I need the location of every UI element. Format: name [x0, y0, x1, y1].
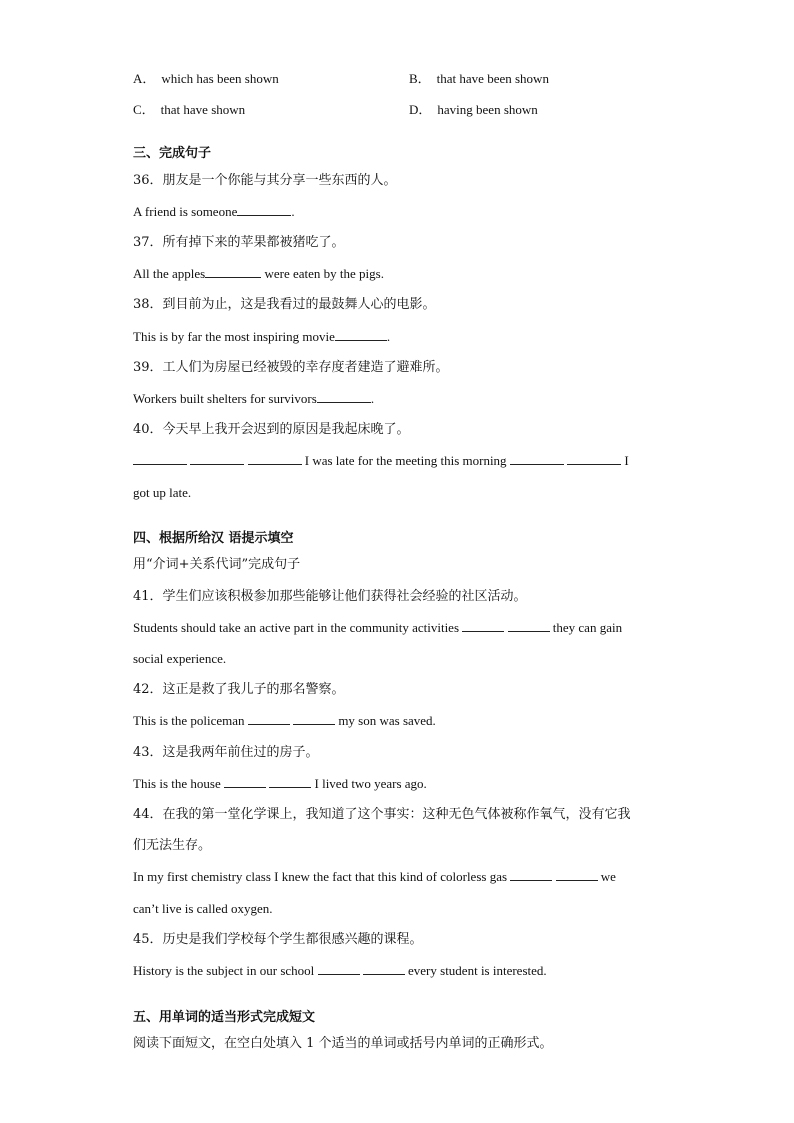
q45-blank-1[interactable]	[318, 962, 360, 975]
q40-blank-3[interactable]	[248, 452, 302, 465]
q43-chinese: 43．这是我两年前住过的房子。	[133, 745, 319, 760]
q36-chinese: 36．朋友是一个你能与其分享一些东西的人。	[133, 173, 397, 188]
q36-english: A friend is someone .	[133, 204, 295, 219]
q41-blank-2[interactable]	[508, 619, 550, 632]
q37-chinese: 37．所有掉下来的苹果都被猪吃了。	[133, 235, 345, 250]
q40-blank-2[interactable]	[190, 452, 244, 465]
q40-blank-1[interactable]	[133, 452, 187, 465]
q39-english: Workers built shelters for survivors .	[133, 391, 375, 406]
q41-english: Students should take an active part in the community activities they can gain	[133, 620, 623, 635]
section3-title: 三、完成句子	[133, 146, 212, 161]
q42-english: This is the policeman my son was saved.	[133, 713, 436, 728]
q43-english: This is the house I lived two years ago.	[133, 776, 427, 791]
option-d: D． having been shown	[409, 102, 538, 117]
q40-blank-4[interactable]	[510, 452, 564, 465]
q44-blank-1[interactable]	[510, 868, 552, 881]
q44-chinese: 44．在我的第一堂化学课上，我知道了这个事实：这种无色气体被称作氧气，没有它我	[133, 807, 631, 822]
q44-chinese-cont: 们无法生存。	[133, 838, 212, 853]
q40-english-cont: got up late.	[133, 485, 192, 500]
option-c: C． that have shown	[133, 102, 246, 117]
q42-chinese: 42．这正是救了我儿子的那名警察。	[133, 682, 345, 697]
q44-blank-2[interactable]	[556, 868, 598, 881]
q43-blank-1[interactable]	[224, 775, 266, 788]
option-b: B． that have been shown	[409, 71, 549, 86]
section5-instruction: 阅读下面短文，在空白处填入 1 个适当的单词或括号内单词的正确形式。	[133, 1036, 553, 1051]
q38-blank[interactable]	[335, 328, 387, 341]
section4-title: 四、根据所给汉 语提示填空	[133, 531, 294, 546]
q41-chinese: 41．学生们应该积极参加那些能够让他们获得社会经验的社区活动。	[133, 589, 527, 604]
q45-chinese: 45．历史是我们学校每个学生都很感兴趣的课程。	[133, 932, 423, 947]
option-a: A． which has been shown	[133, 71, 279, 86]
q41-blank-1[interactable]	[462, 619, 504, 632]
q42-blank-2[interactable]	[293, 712, 335, 725]
q44-english: In my first chemistry class I knew the fact that this kind of colorless gas we	[133, 869, 616, 884]
q40-chinese: 40．今天早上我开会迟到的原因是我起床晚了。	[133, 422, 410, 437]
q41-english-cont: social experience.	[133, 651, 227, 666]
q45-blank-2[interactable]	[363, 962, 405, 975]
q44-english-cont: can’t live is called oxygen.	[133, 901, 273, 916]
q39-blank[interactable]	[317, 390, 371, 403]
q38-chinese: 38．到目前为止，这是我看过的最鼓舞人心的电影。	[133, 297, 436, 312]
q36-blank[interactable]	[237, 203, 291, 216]
q38-english: This is by far the most inspiring movie .	[133, 329, 391, 344]
section5-title: 五、用单词的适当形式完成短文	[133, 1010, 316, 1025]
q39-chinese: 39．工人们为房屋已经被毁的幸存度者建造了避难所。	[133, 360, 449, 375]
q40-english: I was late for the meeting this morning I	[133, 452, 629, 470]
q45-english: History is the subject in our school every student is interested.	[133, 963, 547, 978]
q42-blank-1[interactable]	[248, 712, 290, 725]
q40-blank-5[interactable]	[567, 452, 621, 465]
q37-blank[interactable]	[205, 265, 261, 278]
q37-english: All the apples were eaten by the pigs.	[133, 266, 384, 281]
section4-subtitle: 用“介词+关系代词”完成句子	[133, 557, 301, 572]
q43-blank-2[interactable]	[269, 775, 311, 788]
